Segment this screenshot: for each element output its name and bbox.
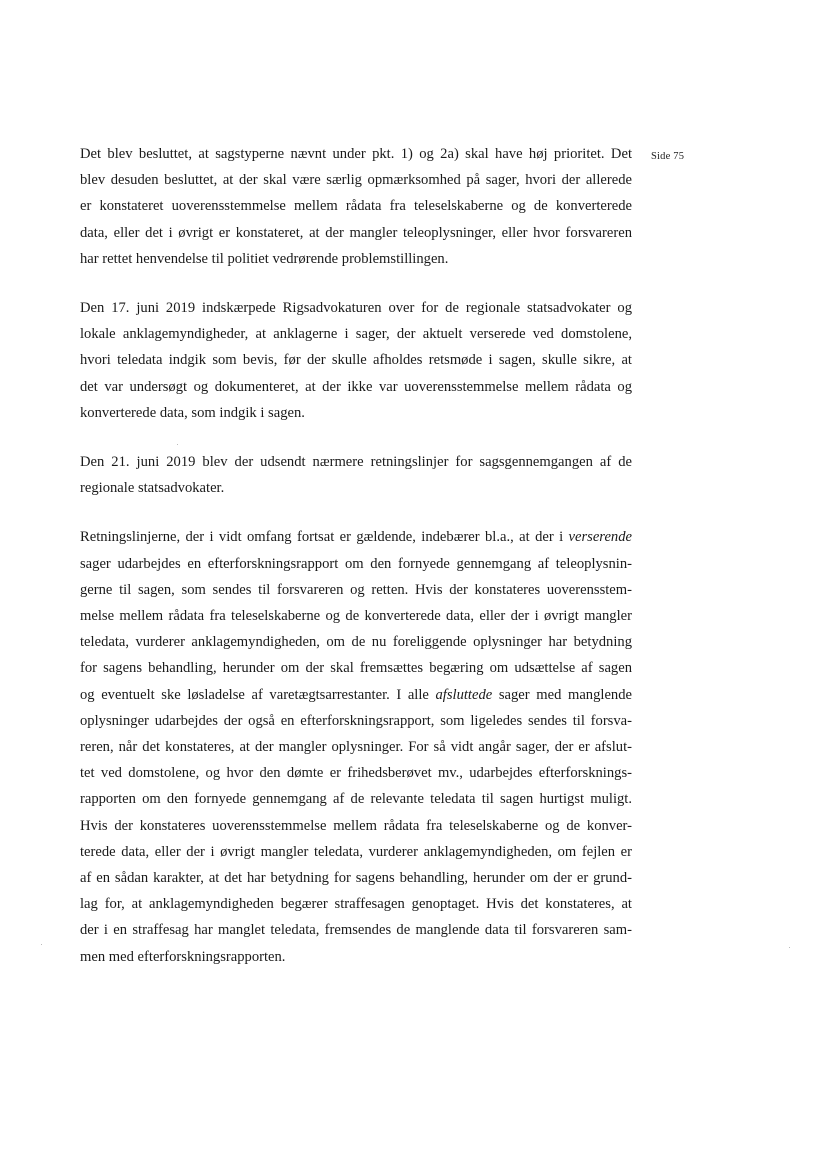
page-number: Side 75	[651, 151, 685, 162]
emphasis-verserende: verserende	[568, 529, 632, 546]
paragraph-2	[80, 295, 632, 426]
text-line: rapporten om den fornyede gennemgang af de relevante teledata til sagen hurtigst muligt.	[80, 791, 632, 808]
text-line: Det blev besluttet, at sagstyperne nævnt under pkt. 1) og 2a) skal have høj prioritet. Det	[80, 146, 632, 162]
text-line: Den 21. juni 2019 blev der udsendt nærmere retningslinjer for sagsgennemgangen af de	[80, 454, 632, 471]
text-line	[80, 682, 632, 708]
text-line: konverterede data, som indgik i sagen.	[80, 404, 305, 421]
text-line: gerne til sagen, som sendes til forsvareren og retten. Hvis der konstateres uoverensstem-	[80, 581, 632, 598]
text-line	[80, 524, 632, 550]
body-text	[80, 141, 632, 993]
text-line: for sagens behandling, herunder om der skal fremsættes begæring om udsættelse af sagen	[80, 660, 632, 677]
text-line: der i en straffesag har manglet teledata, fremsendes de manglende data til forsvareren sam-	[80, 922, 632, 939]
paragraph-3	[80, 449, 632, 501]
text-line: Hvis der konstateres uoverensstemmelse mellem rådata fra teleselskaberne og de konver-	[80, 817, 632, 834]
text-run: og eventuelt ske løsladelse af varetægtsarrestanter. I alle	[80, 686, 436, 703]
emphasis-afsluttede: afsluttede	[435, 686, 493, 703]
text-line: blev desuden besluttet, at der skal være særlig opmærksomhed på sager, hvori der allerede	[80, 172, 632, 189]
text-line: terede data, eller der i øvrigt mangler teledata, vurderer anklagemyndigheden, om fejlen er	[80, 843, 632, 860]
text-line: hvori teledata indgik som bevis, før der skulle afholdes retsmøde i sagen, skulle sikre, at	[80, 352, 632, 369]
text-line: data, eller det i øvrigt er konstateret, at der mangler teleoplysninger, eller hvor forsvareren	[80, 224, 632, 241]
text-line: er konstateret uoverensstemmelse mellem rådata fra teleselskaberne og de konverterede	[80, 198, 632, 215]
paragraph-4	[80, 524, 632, 969]
paragraph-1	[80, 141, 632, 272]
text-line: har rettet henvendelse til politiet vedrørende problemstillingen.	[80, 250, 449, 267]
scan-speck	[789, 947, 790, 948]
scan-speck	[41, 944, 42, 945]
text-line: men med efterforskningsrapporten.	[80, 948, 286, 965]
text-line: tet ved domstolene, og hvor den dømte er frihedsberøvet mv., udarbejdes efterforsknings-	[80, 765, 632, 782]
text-line: oplysninger udarbejdes der også en efterforskningsrapport, som ligeledes sendes til forsva-	[80, 712, 632, 729]
text-line: lokale anklagemyndigheder, at anklagerne i sager, der aktuelt verserede ved domstolene,	[80, 326, 632, 343]
text-run: Retningslinjerne, der i vidt omfang fortsat er gældende, indebærer bl.a., at der i	[80, 529, 569, 546]
text-line: det var undersøgt og dokumenteret, at der ikke var uoverensstemmelse mellem rådata og	[80, 378, 632, 395]
text-line: Den 17. juni 2019 indskærpede Rigsadvokaturen over for de regionale statsadvokater og	[80, 300, 632, 317]
text-line: melse mellem rådata fra teleselskaberne og de konverterede data, eller der i øvrigt mangler	[80, 608, 632, 625]
text-line: regionale statsadvokater.	[80, 480, 225, 497]
text-line: reren, når det konstateres, at der mangler oplysninger. For så vidt angår sager, der er afslut-	[80, 739, 632, 756]
text-line: lag for, at anklagemyndigheden begærer straffesagen genoptaget. Hvis det konstateres, at	[80, 896, 632, 913]
scan-speck	[177, 444, 178, 445]
text-line: teledata, vurderer anklagemyndigheden, om de nu foreliggende oplysninger har betydning	[80, 634, 632, 651]
text-run: sager med manglende	[492, 686, 632, 703]
text-line: af en sådan karakter, at det har betydning for sagens behandling, herunder om der er grund-	[80, 870, 632, 887]
text-line: sager udarbejdes en efterforskningsrapport om den fornyede gennemgang af teleoplysnin-	[80, 555, 632, 572]
